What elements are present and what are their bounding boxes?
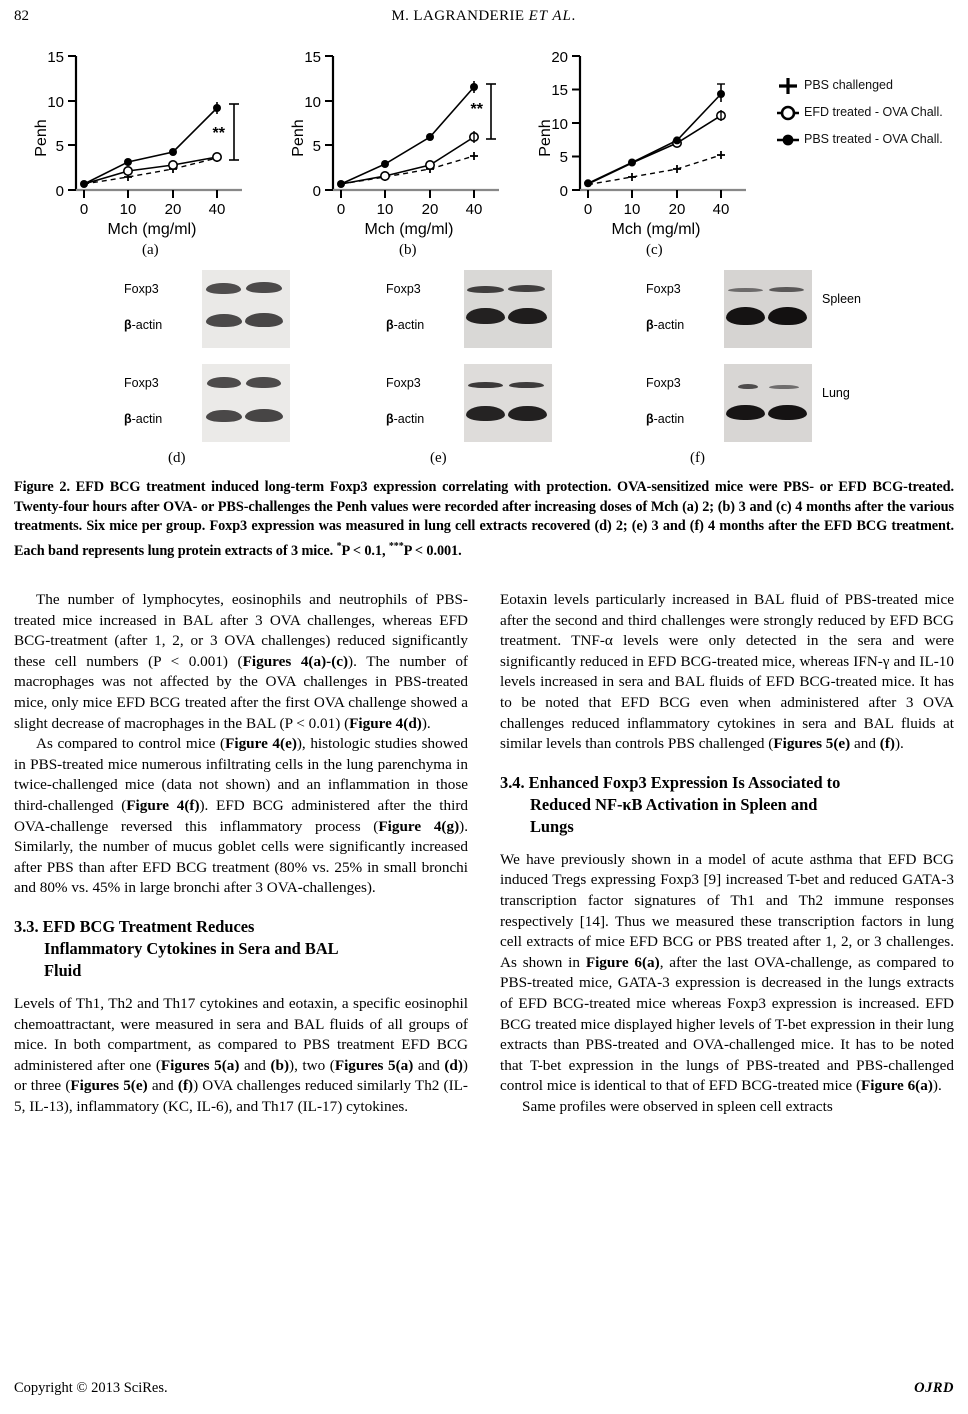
- svg-text:10: 10: [376, 201, 394, 218]
- figure-ref-5a-2: Figures 5(a): [334, 1056, 414, 1074]
- svg-text:40: 40: [465, 201, 483, 218]
- band: [769, 385, 799, 389]
- figure-ref-5b: (b): [270, 1056, 290, 1074]
- paragraph-l2: [14, 734, 468, 899]
- band: [466, 406, 505, 421]
- svg-text:Penh: Penh: [290, 119, 307, 157]
- figure-ref-6a-1: Figure 6(a): [585, 953, 660, 971]
- r1-part1: Eotaxin levels particularly increased in BAL fluid of PBS-treated mice after the second and third challenges were strongly reduced by EFD BCG treatment. TNF-α levels were only detected in the sera and were significantly reduced in EFD BCG-treated mice, whereas IFN-γ and IL-10 levels increased in sera and BAL fluids of EFD BCG-treated mice. It has to be noted that EFD BCG even when administered after 3 OVA challenges reduced inflammatory cytokines in sera and BAL fluids at similar levels than controls PBS challenged (: [500, 591, 954, 753]
- band: [206, 410, 242, 422]
- blot-label-beta-actin: [646, 412, 684, 426]
- chart-panel-a: [30, 42, 280, 242]
- band: [508, 406, 547, 421]
- caption-star-3: ***: [388, 540, 404, 552]
- figure-ref-5f-r: (f): [879, 735, 895, 753]
- svg-text:**: **: [212, 125, 225, 142]
- actin-text: -actin: [131, 412, 163, 426]
- band: [246, 282, 282, 293]
- figure-ref-4f: Figure 4(f): [126, 796, 200, 814]
- blot-labels: [386, 270, 458, 350]
- running-head: [14, 8, 954, 30]
- panel-letter-b: (b): [399, 242, 417, 258]
- open-circle-marker-icon: [774, 103, 804, 123]
- caption-p1: P < 0.1,: [341, 542, 389, 559]
- band: [246, 377, 281, 388]
- l2-part4: ). Similarly, the number of mucus goblet cells were significantly increased after PBS than after EFD BCG treatment (80% vs. 25% in small bronchi and 80% vs. 45% in large bronchi after 3 OVA-challenges).: [14, 817, 468, 897]
- heading-3-3-line1: 3.3. EFD BCG Treatment Reduces: [14, 916, 255, 936]
- panel-letter-d: (d): [168, 450, 186, 466]
- band: [728, 288, 763, 292]
- band: [466, 308, 505, 324]
- chart-b-svg: [287, 42, 537, 242]
- l3-part4: ) OVA challenges reduced similarly Th2 (IL-5, IL-13), inflammatory (KC, IL-6), and Th17 (IL-17) cytokines.: [14, 1077, 468, 1115]
- blot-label-foxp3: Foxp3: [646, 282, 681, 296]
- blot-unit-d-bottom: [124, 364, 424, 444]
- svg-text:0: 0: [559, 183, 568, 200]
- svg-text:0: 0: [583, 201, 593, 218]
- right-column: [500, 590, 954, 1117]
- band: [206, 314, 242, 327]
- band: [509, 382, 544, 388]
- svg-text:Mch (mg/ml): Mch (mg/ml): [364, 221, 454, 238]
- figure-ref-5e: Figures 5(e): [70, 1077, 148, 1095]
- svg-text:5: 5: [55, 138, 64, 155]
- svg-text:5: 5: [312, 138, 321, 155]
- l1-part2: ). The number of macrophages was not affected by the OVA challenges in PBS-treated mice, only mice EFD BCG treated after the first OVA challenge showed a slight decrease of macrophages in the BAL (P < 0.01) (: [14, 652, 468, 732]
- actin-text: -actin: [653, 318, 685, 332]
- band: [207, 377, 241, 388]
- blot-label-foxp3: Foxp3: [124, 376, 159, 390]
- svg-text:10: 10: [623, 201, 641, 218]
- blot-unit-f-top: [646, 270, 946, 350]
- band: [508, 308, 547, 324]
- svg-text:40: 40: [712, 201, 730, 218]
- plus-marker-icon: [774, 76, 804, 96]
- heading-3-4-line2: Reduced NF-κB Activation in Spleen and: [530, 794, 818, 814]
- page-footer: [14, 1380, 954, 1400]
- blot-unit-f-bottom: [646, 364, 946, 444]
- blot-labels: [124, 270, 196, 350]
- blot-image-d-bottom: [202, 364, 290, 442]
- svg-text:20: 20: [668, 201, 686, 218]
- l3-part2: ), two (: [289, 1056, 335, 1074]
- blot-label-beta-actin: [646, 318, 684, 332]
- blot-unit-e-bottom: [386, 364, 686, 444]
- left-column: [14, 590, 468, 1117]
- svg-text:0: 0: [336, 201, 346, 218]
- band: [245, 313, 283, 327]
- figure-ref-5d: (d): [444, 1056, 463, 1074]
- blot-labels: [124, 364, 196, 444]
- legend-item-pbs-treated: [774, 126, 968, 153]
- svg-text:15: 15: [304, 49, 321, 66]
- figure-ref-5e-r: Figures 5(e): [773, 735, 851, 753]
- r1-and: and: [850, 735, 880, 753]
- l1-part1: The number of lymphocytes, eosinophils and neutrophils of PBS-treated mice increased in BAL after 3 OVA challenges, whereas EFD BCG-treatment (after 1, 2, or 3 OVA challenges) reduced significantly these cell numbers (P < 0.001) (: [14, 591, 468, 670]
- figure-caption-text: Figure 2. EFD BCG treatment induced long-term Foxp3 expression correlating with protection. OVA-sensitized mice were PBS- or EFD BCG-treated. Twenty-four hours after OVA- or PBS-challenges the Penh values were recorded after increasing doses of Mch (a) 2; (b) 3 and (c) 4 months after the various treatments. Six mice per group. Foxp3 expression was measured in lung cell extracts recovered (d) 2; (e) 3 and (f) 4 months after the EFD BCG treatment. Each band represents lung protein extracts of 3 mice.: [14, 479, 954, 559]
- svg-text:Penh: Penh: [33, 119, 50, 157]
- blot-label-beta-actin: [386, 318, 424, 332]
- panel-letter-a: (a): [142, 242, 159, 258]
- running-head-etal: ET AL.: [528, 8, 577, 24]
- western-blots-row: [14, 270, 954, 450]
- svg-text:0: 0: [312, 183, 321, 200]
- figure-ref-4g: Figure 4(g): [378, 817, 460, 835]
- band: [726, 405, 765, 420]
- band: [726, 307, 765, 325]
- paragraph-r3: Same profiles were observed in spleen cell extracts: [522, 1097, 833, 1115]
- figure-2: [14, 42, 954, 472]
- band: [769, 287, 804, 292]
- figure-ref-4ac: Figures 4(a)-(c): [242, 652, 349, 670]
- blot-panel-d: [124, 270, 424, 450]
- blot-panel-e: [386, 270, 686, 450]
- figure-caption: [14, 478, 954, 561]
- legend-label-2: PBS treated - OVA Chall.: [804, 132, 943, 146]
- l1-part3: ).: [421, 714, 431, 732]
- actin-text: -actin: [653, 412, 685, 426]
- section-heading-3-4: [500, 772, 954, 838]
- paragraph-r2: [500, 850, 954, 1097]
- panel-letter-e: (e): [430, 450, 447, 466]
- svg-text:20: 20: [164, 201, 182, 218]
- band: [468, 382, 503, 388]
- band: [738, 384, 758, 389]
- heading-3-3-line2: Inflammatory Cytokines in Sera and BAL: [44, 938, 339, 958]
- l3-and2: and: [413, 1056, 445, 1074]
- running-head-authors: M. LAGRANDERIE: [391, 8, 525, 24]
- chart-panel-b: [287, 42, 537, 242]
- legend-item-efd-treated: [774, 99, 968, 126]
- blot-label-beta-actin: [124, 318, 162, 332]
- r1-part2: ).: [894, 735, 904, 753]
- svg-text:10: 10: [119, 201, 137, 218]
- section-heading-3-3: [14, 916, 468, 982]
- l3-and3: and: [147, 1077, 178, 1095]
- blot-panel-f: [646, 270, 946, 450]
- svg-text:40: 40: [208, 201, 226, 218]
- blot-labels: [646, 364, 718, 444]
- svg-text:10: 10: [47, 94, 64, 111]
- tissue-label-lung: Lung: [822, 386, 850, 400]
- band: [508, 285, 545, 292]
- paragraph-l3: [14, 994, 468, 1118]
- actin-text: -actin: [393, 412, 425, 426]
- r2-part1: We have previously shown in a model of acute asthma that EFD BCG induced Tregs expressing Foxp3 [9] increased T-bet and reduced GATA-3 transcription factor signatures of Th1 and Th2 immune responses respectively [14]. Thus we measured these transcription factors in lung cell extracts of mice EFD BCG or PBS treated after 1, 2, or 3 challenges. As shown in: [500, 850, 954, 971]
- blot-labels: [386, 364, 458, 444]
- caption-p2: P < 0.001.: [403, 542, 462, 559]
- figure-ref-5a-1: Figures 5(a): [160, 1056, 240, 1074]
- blot-unit-d-top: [124, 270, 424, 350]
- panel-letter-c: (c): [646, 242, 663, 258]
- beta-symbol: β: [386, 412, 394, 426]
- svg-text:10: 10: [551, 116, 568, 133]
- figure-ref-6a-2: Figure 6(a): [861, 1077, 933, 1095]
- blot-image-e-bottom: [464, 364, 552, 442]
- svg-text:0: 0: [79, 201, 89, 218]
- page-number: 82: [14, 8, 29, 24]
- panel-letter-f: (f): [690, 450, 705, 466]
- actin-text: -actin: [131, 318, 163, 332]
- tissue-label-spleen: Spleen: [822, 292, 861, 306]
- svg-text:15: 15: [551, 82, 568, 99]
- blot-unit-e-top: [386, 270, 686, 350]
- l3-and1: and: [239, 1056, 271, 1074]
- svg-text:20: 20: [551, 49, 568, 66]
- svg-text:15: 15: [47, 49, 64, 66]
- svg-text:10: 10: [304, 94, 321, 111]
- blot-label-foxp3: Foxp3: [646, 376, 681, 390]
- blot-label-foxp3: Foxp3: [386, 282, 421, 296]
- body-columns: [14, 590, 954, 1117]
- caption-star-1: *: [336, 540, 342, 552]
- blot-label-beta-actin: [124, 412, 162, 426]
- panel-letters-def: [14, 450, 954, 472]
- r2-part3: ).: [932, 1077, 942, 1095]
- beta-symbol: β: [124, 318, 132, 332]
- l2-part2: ), histologic studies showed in PBS-treated mice numerous infiltrating cells in the lung parenchyma in twice-challenged mice (data not shown) and an inflammation in those third-challenged (: [14, 735, 468, 814]
- svg-text:**: **: [470, 101, 483, 118]
- chart-c-svg: [534, 42, 784, 242]
- chart-panel-c: [534, 42, 784, 242]
- filled-circle-marker-icon: [774, 130, 804, 150]
- paragraph-r1: [500, 590, 954, 755]
- legend-label-0: PBS challenged: [804, 78, 893, 92]
- blot-image-f-top: [724, 270, 812, 348]
- copyright-text: Copyright © 2013 SciRes.: [14, 1380, 168, 1396]
- figure-ref-4d: Figure 4(d): [349, 714, 422, 732]
- blot-image-f-bottom: [724, 364, 812, 442]
- l2-part3: ). EFD BCG administered after the third OVA-challenge reversed this inflammatory process (: [14, 796, 468, 835]
- beta-symbol: β: [124, 412, 132, 426]
- panel-letters-abc: [14, 242, 954, 266]
- actin-text: -actin: [393, 318, 425, 332]
- svg-text:20: 20: [421, 201, 439, 218]
- blot-label-foxp3: Foxp3: [124, 282, 159, 296]
- penh-charts-row: [14, 42, 954, 242]
- svg-text:Penh: Penh: [537, 119, 554, 157]
- beta-symbol: β: [386, 318, 394, 332]
- journal-abbrev: OJRD: [914, 1380, 954, 1396]
- r2-part2: , after the last OVA-challenge, as compared to PBS-treated mice, GATA-3 expression is decreased in the lungs extracts of EFD BCG-treated mice whereas Foxp3 expression is increased. EFD BCG treated mice displayed higher levels of T-bet expression in their lung extracts than PBS-treated and OVA-challenged mice. It has to be noted that T-bet expression in the lungs of PBS-treated and PBS-challenged control mice is identical to that of EFD BCG-treated mice (: [500, 953, 954, 1095]
- chart-legend: [774, 72, 968, 153]
- paragraph-l1: [14, 590, 468, 734]
- blot-image-e-top: [464, 270, 552, 348]
- blot-image-d-top: [202, 270, 290, 348]
- svg-text:0: 0: [55, 183, 64, 200]
- blot-label-beta-actin: [386, 412, 424, 426]
- legend-item-pbs-challenged: [774, 72, 968, 99]
- band: [245, 409, 283, 422]
- heading-3-4-line1: 3.4. Enhanced Foxp3 Expression Is Associated to: [500, 772, 841, 792]
- band: [768, 307, 807, 325]
- l2-part1: As compared to control mice (: [36, 735, 226, 753]
- heading-3-4-line3: Lungs: [530, 816, 574, 836]
- beta-symbol: β: [646, 412, 654, 426]
- band: [467, 286, 504, 293]
- heading-3-3-line3: Fluid: [44, 960, 82, 980]
- chart-a-svg: [30, 42, 280, 242]
- running-head-title: [14, 8, 954, 25]
- band: [206, 283, 241, 294]
- l3-part1: Levels of Th1, Th2 and Th17 cytokines and eotaxin, a specific eosinophil chemoattractant, were measured in sera and BAL fluids of all groups of mice. In both compartment, as compared to PBS treatment EFD BCG administered after one (: [14, 994, 468, 1074]
- svg-text:5: 5: [559, 149, 568, 166]
- legend-label-1: EFD treated - OVA Chall.: [804, 105, 943, 119]
- band: [768, 405, 807, 420]
- svg-text:Mch (mg/ml): Mch (mg/ml): [611, 221, 701, 238]
- figure-ref-4e: Figure 4(e): [225, 735, 297, 753]
- figure-ref-5f: (f): [177, 1077, 194, 1095]
- blot-label-foxp3: Foxp3: [386, 376, 421, 390]
- svg-text:Mch (mg/ml): Mch (mg/ml): [107, 221, 197, 238]
- blot-labels: [646, 270, 718, 350]
- beta-symbol: β: [646, 318, 654, 332]
- l3-part3: ) or three (: [14, 1056, 468, 1095]
